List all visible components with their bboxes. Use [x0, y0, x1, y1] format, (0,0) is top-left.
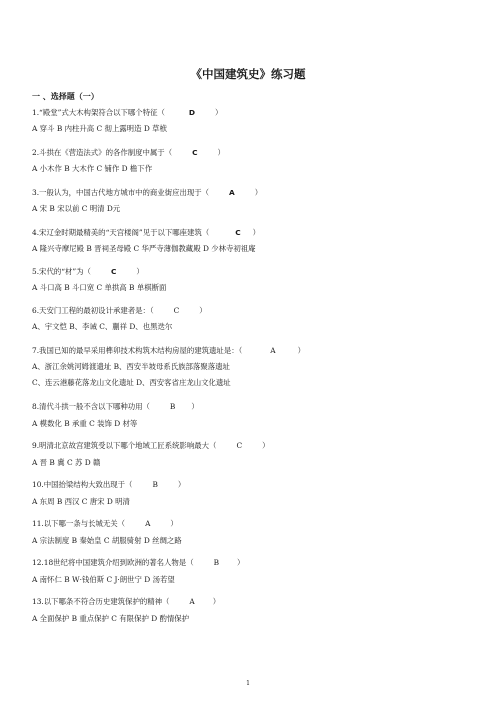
question-stem: 5.宋代的“材”为（ C ） [32, 267, 144, 276]
answer: B [213, 558, 220, 567]
question-options: A、宇文恺 B、李诫 C、蒯祥 D、也黑迭尔 [32, 322, 173, 331]
question-options: A 模数化 B 承重 C 装饰 D 材等 [32, 419, 138, 428]
question-stem: 2.斗拱在《营造法式》的各作制度中属于（ C ） [32, 148, 225, 157]
question-stem: 9.明清北京故宫建筑受以下哪个地域工匠系统影响最大（ C ） [32, 441, 270, 450]
question-options: A 小木作 B 大木作 C 铺作 D 檐下作 [32, 164, 153, 173]
answer: B [169, 402, 176, 411]
question-options: A 宋 B 宋以前 C 明清 D元 [32, 204, 121, 213]
question-stem: 7.我国已知的最早采用榫卯技术构筑木结构房屋的建筑遗址是：（ A ） [32, 346, 306, 355]
answer: C [235, 228, 241, 237]
answer: A [270, 346, 276, 355]
answer: A [229, 188, 235, 197]
question-options: C、连云港藤花落龙山文化遗址 D、西安客省庄龙山文化遗址 [32, 378, 231, 387]
page-title: 《中国建筑史》练习题 [190, 67, 306, 81]
question-stem: 4.宋辽金时期最精美的“天宫楼阁”见于以下哪座建筑（ C ） [32, 228, 261, 237]
question-stem: 1.“殿堂”式大木构架符合以下哪个特征（ D ） [32, 108, 223, 117]
answer: C [110, 267, 117, 276]
question-options: A 斗口高 B 斗口宽 C 单拱高 B 单棋断面 [32, 283, 167, 292]
question-options: A 东周 B 西汉 C 唐宋 D 明清 [32, 497, 130, 506]
answer: D [188, 108, 196, 117]
question-options: A 南怀仁 B W·钱伯斯 C J·朗世宁 D 汤若望 [32, 575, 175, 584]
question-stem: 12.18世纪将中国建筑介绍到欧洲的著名人物是（ B ） [32, 558, 245, 567]
question-stem: 6.天安门工程的最初设计承建者是：（ C ） [32, 306, 207, 315]
question-stem: 3.一般认为，中国古代地方城市中的商业街应出现于（ A ） [32, 188, 263, 197]
section-heading: 一 、选择题（一） [32, 92, 99, 101]
question-stem: 8.清代斗拱一般不含以下哪种功用（ B ） [32, 402, 199, 411]
question-stem: 10.中国抬梁结构大致出现于（ B ） [32, 480, 186, 489]
answer: B [152, 480, 158, 489]
page-number: 1 [246, 680, 250, 687]
question-options: A 全面保护 B 重点保护 C 有限保护 D 酌情保护 [32, 614, 190, 623]
answer: C [192, 148, 198, 157]
question-options: A、浙江余姚河姆渡遗址 B、西安半坡母系氏族部落聚落遗址 [32, 362, 230, 371]
question-options: A 宗法制度 B 秦始皇 C 胡服骑射 D 丝绸之路 [32, 536, 182, 545]
answer: C [173, 306, 180, 315]
answer: C [236, 441, 243, 450]
question-options: A 隆兴寺摩尼殿 B 晋祠圣母殿 C 华严寺薄伽教藏殿 D 少林寺初祖庵 [32, 244, 256, 253]
answer: A [145, 519, 151, 528]
question-stem: 13.以下哪条不符合历史建筑保护的精神（ A ） [32, 597, 221, 606]
answer: A [189, 597, 195, 606]
question-options: A 晋 B 冀 C 苏 D 赣 [32, 458, 101, 467]
question-stem: 11.以下哪一条与长城无关（ A ） [32, 519, 178, 528]
question-options: A 穿斗 B 内柱升高 C 彻上露明造 D 草栿 [32, 124, 167, 133]
